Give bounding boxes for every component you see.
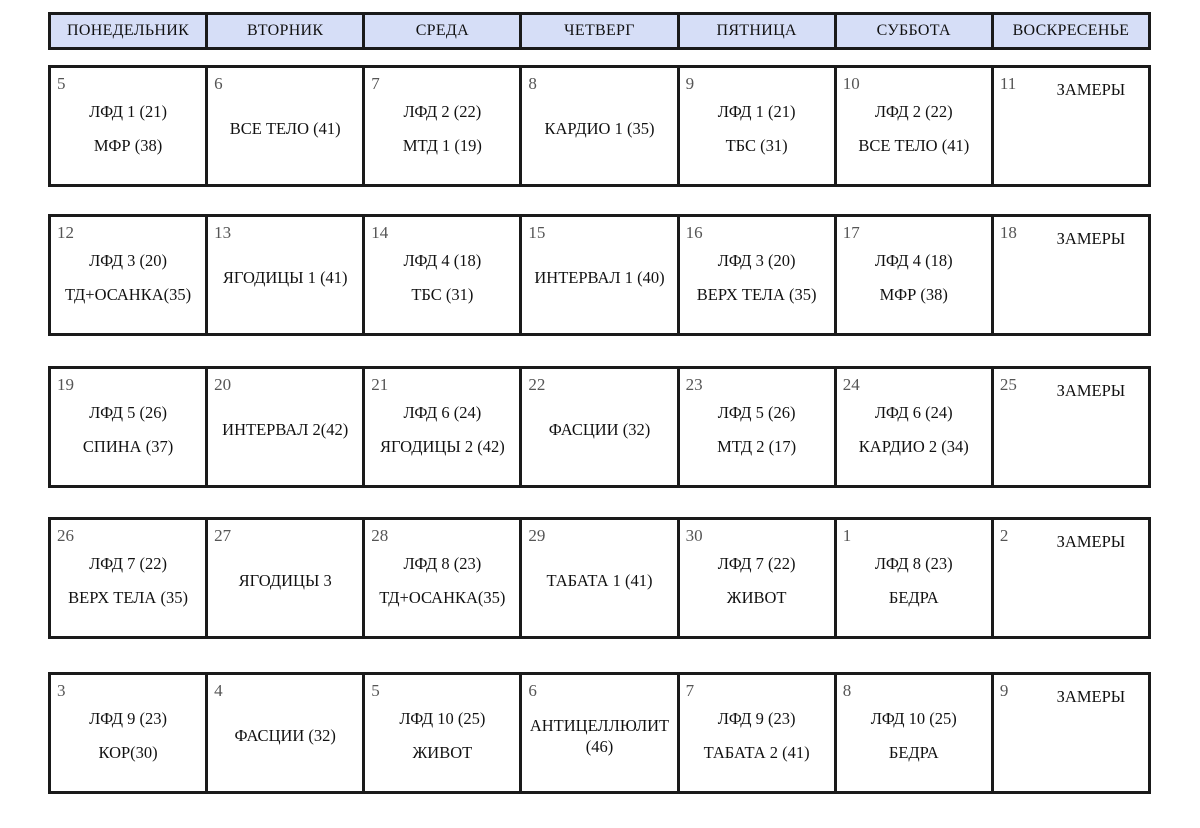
day-cell-wednesday xyxy=(365,369,522,485)
workout-entry: ВСЕ ТЕЛО (41) xyxy=(229,119,341,138)
day-number: 16 xyxy=(685,223,703,242)
workout-entry: ТД+ОСАНКА(35) xyxy=(64,285,192,304)
day-cell-saturday xyxy=(837,68,994,184)
day-number: 4 xyxy=(214,681,223,700)
workout-entry: ФАСЦИИ (32) xyxy=(548,420,651,439)
day-cell-friday xyxy=(680,520,837,636)
week-row xyxy=(48,672,1151,794)
header-saturday: СУББОТА xyxy=(837,15,994,47)
header-wednesday: СРЕДА xyxy=(365,15,522,47)
day-cell-friday xyxy=(680,68,837,184)
day-number: 6 xyxy=(528,681,537,700)
day-cell-friday xyxy=(680,217,837,333)
day-cell-friday xyxy=(680,675,837,791)
day-number: 9 xyxy=(685,74,695,93)
day-cell-monday xyxy=(51,68,208,184)
day-number: 6 xyxy=(214,74,223,93)
workout-entry: (46) xyxy=(585,737,614,756)
day-number: 30 xyxy=(685,526,703,545)
workout-entry: КАРДИО 2 (34) xyxy=(858,437,969,456)
workout-entry: ЯГОДИЦЫ 1 (41) xyxy=(222,268,348,287)
weekday-header-row xyxy=(48,12,1151,50)
day-number: 5 xyxy=(57,74,66,93)
day-number: 3 xyxy=(57,681,66,700)
workout-entry: ЛФД 5 (26) xyxy=(717,403,796,422)
day-cell-thursday xyxy=(522,68,679,184)
workout-entry: ЛФД 7 (22) xyxy=(89,554,167,573)
day-number: 25 xyxy=(999,375,1017,394)
workout-entry: ЛФД 2 (22) xyxy=(403,102,482,121)
header-monday: ПОНЕДЕЛЬНИК xyxy=(51,15,208,47)
day-number: 19 xyxy=(57,375,74,394)
workout-entry: ЛФД 6 (24) xyxy=(874,403,953,422)
workout-entry: ЯГОДИЦЫ 3 xyxy=(238,571,332,590)
day-number: 7 xyxy=(371,74,380,93)
workout-entry: МТД 1 (19) xyxy=(402,136,482,155)
day-number: 22 xyxy=(528,375,546,394)
workout-entry: ТАБАТА 2 (41) xyxy=(703,743,810,762)
workout-entry: БЕДРА xyxy=(888,588,939,607)
header-sunday: ВОСКРЕСЕНЬЕ xyxy=(1012,22,1130,39)
day-cell-thursday xyxy=(522,369,679,485)
workout-entry: ТБС (31) xyxy=(725,136,788,155)
day-cell-monday xyxy=(51,217,208,333)
day-cell-saturday xyxy=(837,369,994,485)
workout-entry: ЗАМЕРЫ xyxy=(1056,80,1126,99)
week-row xyxy=(48,65,1151,187)
day-cell-friday xyxy=(680,369,837,485)
day-number: 12 xyxy=(57,223,74,242)
workout-entry: ЛФД 1 (21) xyxy=(89,102,167,121)
workout-entry: ЖИВОТ xyxy=(412,743,473,762)
workout-entry: ФАСЦИИ (32) xyxy=(234,726,336,745)
workout-entry: ЛФД 8 (23) xyxy=(403,554,482,573)
header-tuesday: ВТОРНИК xyxy=(208,15,365,47)
day-number: 29 xyxy=(528,526,546,545)
day-cell-sunday xyxy=(994,675,1148,791)
day-number: 11 xyxy=(999,74,1017,93)
day-number: 20 xyxy=(214,375,232,394)
day-number: 26 xyxy=(57,526,74,545)
day-number: 14 xyxy=(371,223,389,242)
day-number: 27 xyxy=(214,526,232,545)
workout-entry: СПИНА (37) xyxy=(82,437,174,456)
day-cell-monday xyxy=(51,675,208,791)
workout-entry: ЛФД 2 (22) xyxy=(874,102,953,121)
workout-entry: КАРДИО 1 (35) xyxy=(544,119,655,138)
workout-entry: ЛФД 10 (25) xyxy=(870,709,957,728)
day-number: 23 xyxy=(685,375,703,394)
workout-entry: ЛФД 5 (26) xyxy=(89,403,167,422)
workout-entry: ТД+ОСАНКА(35) xyxy=(379,588,506,607)
day-cell-tuesday xyxy=(208,217,365,333)
workout-entry: МФР (38) xyxy=(879,285,948,304)
workout-entry: ЯГОДИЦЫ 2 (42) xyxy=(380,437,505,456)
day-number: 1 xyxy=(842,526,852,545)
day-cell-sunday xyxy=(994,217,1148,333)
day-number: 17 xyxy=(842,223,860,242)
workout-entry: ВСЕ ТЕЛО (41) xyxy=(858,136,970,155)
workout-entry: ТАБАТА 1 (41) xyxy=(546,571,653,590)
day-cell-saturday xyxy=(837,217,994,333)
day-cell-thursday xyxy=(522,217,679,333)
day-number: 13 xyxy=(214,223,232,242)
workout-entry: ВЕРХ ТЕЛА (35) xyxy=(68,588,188,607)
day-cell-sunday xyxy=(994,68,1148,184)
day-number: 21 xyxy=(371,375,389,394)
workout-entry: ЛФД 10 (25) xyxy=(399,709,486,728)
day-cell-sunday xyxy=(994,369,1148,485)
header-thursday: ЧЕТВЕРГ xyxy=(522,15,679,47)
workout-entry: ЛФД 9 (23) xyxy=(89,709,167,728)
day-cell-wednesday xyxy=(365,68,522,184)
workout-entry: ВЕРХ ТЕЛА (35) xyxy=(696,285,817,304)
day-number: 5 xyxy=(371,681,380,700)
day-cell-wednesday xyxy=(365,217,522,333)
day-cell-saturday xyxy=(837,675,994,791)
workout-entry: БЕДРА xyxy=(888,743,939,762)
week-row xyxy=(48,366,1151,488)
workout-entry: ЛФД 7 (22) xyxy=(717,554,796,573)
workout-entry: ЖИВОТ xyxy=(726,588,787,607)
workout-entry: МФР (38) xyxy=(93,136,163,155)
day-number: 9 xyxy=(999,681,1009,700)
workout-entry: ЛФД 9 (23) xyxy=(717,709,796,728)
day-number: 8 xyxy=(528,74,537,93)
day-cell-thursday xyxy=(522,520,679,636)
day-cell-monday xyxy=(51,520,208,636)
day-cell-saturday xyxy=(837,520,994,636)
day-number: 2 xyxy=(999,526,1009,545)
workout-entry: МТД 2 (17) xyxy=(717,437,797,456)
day-cell-tuesday xyxy=(208,68,365,184)
workout-entry: ЛФД 4 (18) xyxy=(874,251,953,270)
day-cell-wednesday xyxy=(365,520,522,636)
workout-entry: ЛФД 4 (18) xyxy=(403,251,482,270)
day-number: 7 xyxy=(685,681,695,700)
day-number: 18 xyxy=(999,223,1017,242)
day-number: 15 xyxy=(528,223,546,242)
workout-entry: ЛФД 1 (21) xyxy=(717,102,796,121)
day-cell-thursday xyxy=(522,675,679,791)
week-row xyxy=(48,214,1151,336)
workout-entry: ТБС (31) xyxy=(411,285,474,304)
day-number: 10 xyxy=(842,74,860,93)
workout-entry: КОР(30) xyxy=(98,743,158,762)
week-row xyxy=(48,517,1151,639)
day-cell-monday xyxy=(51,369,208,485)
workout-entry: АНТИЦЕЛЛЮЛИТ xyxy=(529,716,670,735)
workout-entry: ЗАМЕРЫ xyxy=(1056,532,1126,551)
day-cell-sunday xyxy=(994,520,1148,636)
workout-entry: ИНТЕРВАЛ 2(42) xyxy=(222,420,349,439)
day-cell-tuesday xyxy=(208,675,365,791)
day-number: 8 xyxy=(842,681,852,700)
day-number: 28 xyxy=(371,526,389,545)
day-cell-tuesday xyxy=(208,520,365,636)
header-friday: ПЯТНИЦА xyxy=(680,15,837,47)
workout-entry: ЛФД 3 (20) xyxy=(717,251,796,270)
workout-entry: ЛФД 8 (23) xyxy=(874,554,953,573)
workout-entry: ЗАМЕРЫ xyxy=(1056,687,1126,706)
workout-entry: ЗАМЕРЫ xyxy=(1056,381,1126,400)
workout-entry: ЛФД 3 (20) xyxy=(89,251,167,270)
day-cell-tuesday xyxy=(208,369,365,485)
workout-entry: ЗАМЕРЫ xyxy=(1056,229,1126,248)
workout-entry: ЛФД 6 (24) xyxy=(403,403,482,422)
day-cell-wednesday xyxy=(365,675,522,791)
day-number: 24 xyxy=(842,375,860,394)
workout-entry: ИНТЕРВАЛ 1 (40) xyxy=(534,268,665,287)
